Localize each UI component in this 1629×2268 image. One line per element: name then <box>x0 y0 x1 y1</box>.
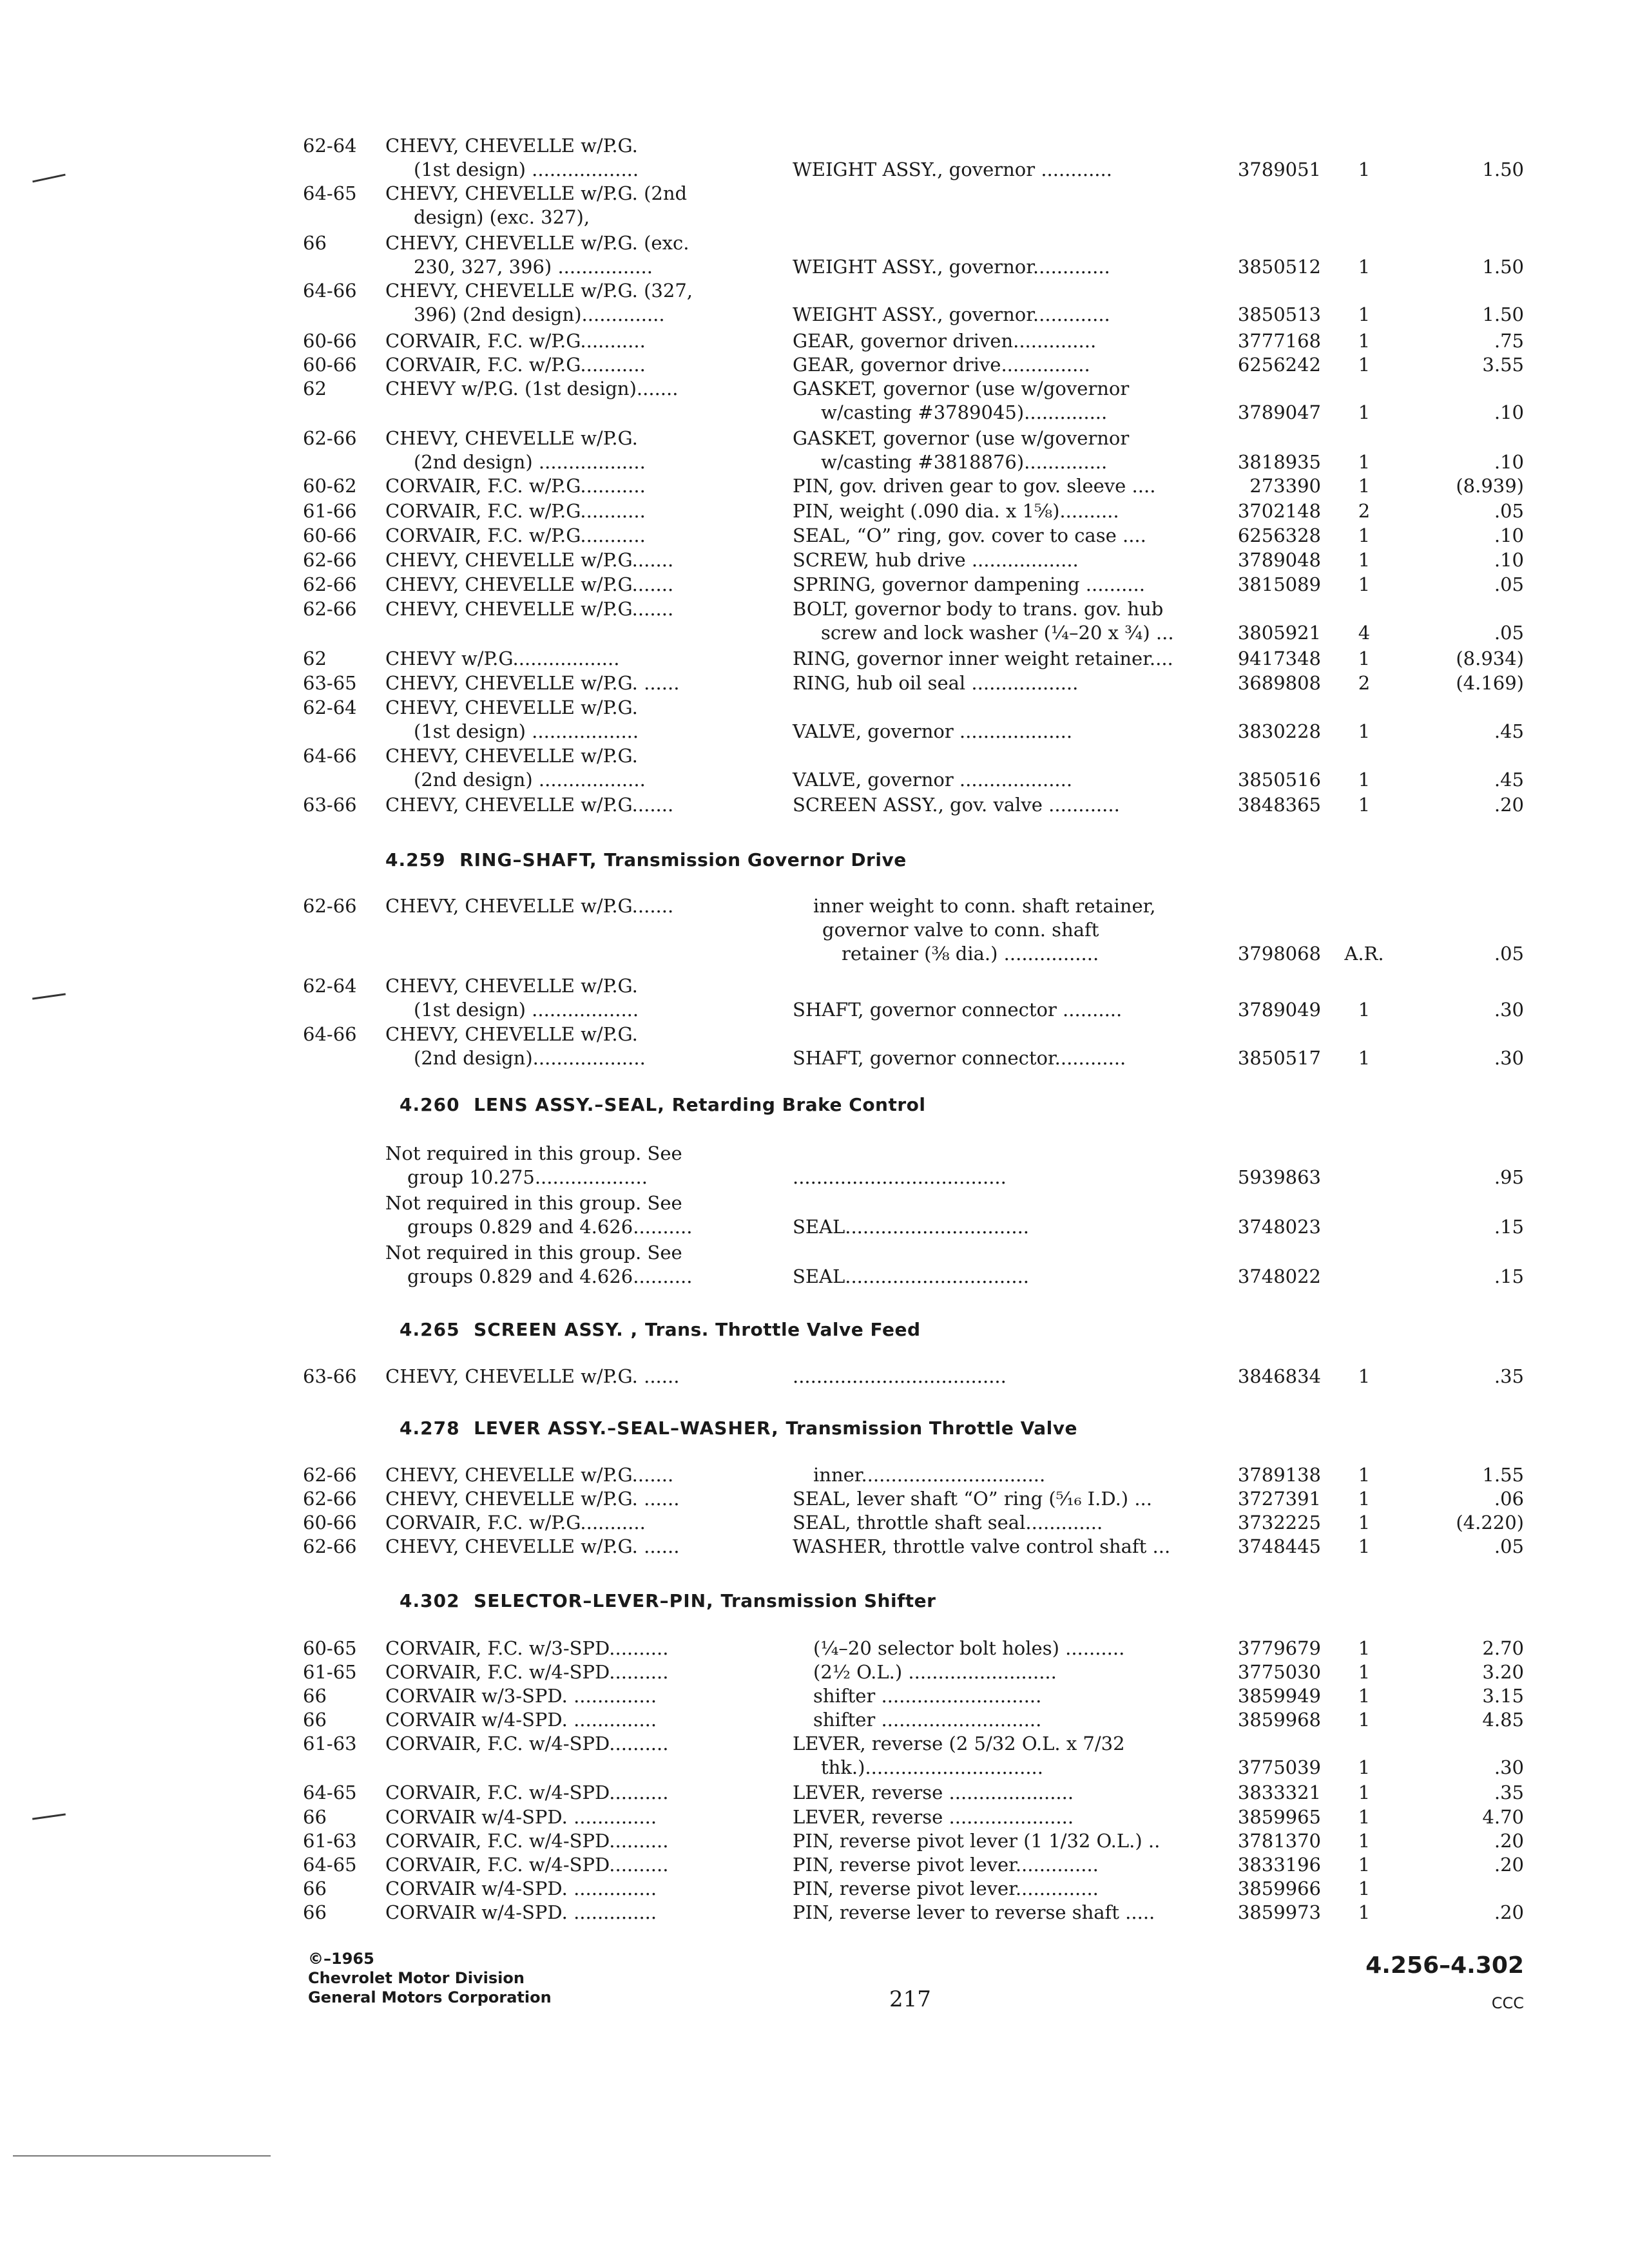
year-cell: 66 <box>303 1878 327 1899</box>
quantity-cell: 1 <box>1358 256 1371 278</box>
price-cell: .30 <box>1494 1756 1524 1778</box>
price-cell: .45 <box>1494 769 1524 791</box>
price-cell: (4.220) <box>1456 1512 1524 1533</box>
part-number-cell: 3781370 <box>1237 1830 1321 1852</box>
year-cell: 66 <box>303 232 327 254</box>
model-cell: CHEVY, CHEVELLE w/P.G. ...... <box>385 1365 680 1387</box>
section-header <box>400 1418 1077 1439</box>
model-cell: CHEVY, CHEVELLE w/P.G....... <box>385 573 674 595</box>
year-cell: 60-66 <box>303 330 357 352</box>
model-cell: CORVAIR, F.C. w/P.G........... <box>385 330 646 352</box>
section-subtitle: Transmission Throttle Valve <box>786 1418 1077 1439</box>
section-range: 4.256–4.302 <box>1365 1952 1524 1979</box>
description-cell: screw and lock washer (¼–20 x ¾) ... <box>821 622 1174 644</box>
price-cell: .15 <box>1494 1216 1524 1238</box>
quantity-cell: 1 <box>1358 549 1371 571</box>
model-cell: CHEVY, CHEVELLE w/P.G....... <box>385 895 674 917</box>
model-cell: CORVAIR, F.C. w/P.G........... <box>385 1512 646 1533</box>
description-cell: SCREEN ASSY., gov. valve ............ <box>793 794 1120 816</box>
quantity-cell: 1 <box>1358 1854 1371 1876</box>
section-title: LEVER ASSY.–SEAL–WASHER, <box>474 1418 779 1439</box>
part-number-cell: 3775039 <box>1237 1756 1321 1778</box>
description-cell: GASKET, governor (use w/governor <box>793 427 1130 449</box>
description-cell: SEAL, lever shaft “O” ring (⁵⁄₁₆ I.D.) ... <box>793 1488 1152 1510</box>
description-cell: LEVER, reverse ..................... <box>793 1806 1074 1828</box>
part-number-cell: 3859966 <box>1237 1878 1321 1899</box>
quantity-cell: 1 <box>1358 1464 1371 1486</box>
section-title: SELECTOR–LEVER–PIN, <box>474 1590 714 1611</box>
description-cell: GASKET, governor (use w/governor <box>793 378 1130 399</box>
description-cell: SEAL, “O” ring, gov. cover to case .... <box>793 524 1146 546</box>
model-cell: (2nd design) .................. <box>414 451 646 473</box>
model-cell: CORVAIR, F.C. w/P.G........... <box>385 354 646 376</box>
model-cell: CHEVY, CHEVELLE w/P.G. (exc. <box>385 232 689 254</box>
model-cell: (1st design) .................. <box>414 159 639 180</box>
scan-edge-line <box>13 2155 271 2157</box>
part-number-cell: 3789047 <box>1237 401 1321 423</box>
section-subtitle: Transmission Shifter <box>720 1590 936 1611</box>
price-cell: .95 <box>1494 1166 1524 1188</box>
part-number-cell: 3732225 <box>1237 1512 1321 1533</box>
part-number-cell: 3805921 <box>1237 622 1321 644</box>
part-number-cell: 3859949 <box>1237 1685 1321 1707</box>
model-cell: CHEVY, CHEVELLE w/P.G. <box>385 745 638 767</box>
description-cell: .................................... <box>793 1166 1007 1188</box>
price-cell: .05 <box>1494 1535 1524 1557</box>
part-number-cell: 3775030 <box>1237 1661 1321 1683</box>
price-cell: .20 <box>1494 1901 1524 1923</box>
part-number-cell: 3850516 <box>1237 769 1321 791</box>
description-cell: PIN, weight (.090 dia. x 1⅝).......... <box>793 500 1119 522</box>
description-cell: governor valve to conn. shaft <box>822 919 1099 941</box>
year-cell: 61-63 <box>303 1830 357 1852</box>
year-cell: 62-66 <box>303 598 357 620</box>
part-number-cell: 3702148 <box>1237 500 1321 522</box>
model-cell: CHEVY, CHEVELLE w/P.G. <box>385 975 638 997</box>
description-cell: SCREW, hub drive .................. <box>793 549 1079 571</box>
quantity-cell: 1 <box>1358 1365 1371 1387</box>
section-header <box>400 1319 920 1340</box>
price-cell: 1.50 <box>1482 159 1524 180</box>
price-cell: 3.15 <box>1482 1685 1524 1707</box>
description-cell: SEAL, throttle shaft seal............. <box>793 1512 1103 1533</box>
description-cell: shifter ........................... <box>813 1709 1042 1731</box>
copyright: ©–1965 <box>308 1950 374 1968</box>
quantity-cell: 1 <box>1358 1901 1371 1923</box>
year-cell: 66 <box>303 1806 327 1828</box>
description-cell: PIN, gov. driven gear to gov. sleeve .... <box>793 475 1156 497</box>
model-cell: CORVAIR w/4-SPD. .............. <box>385 1709 657 1731</box>
price-cell: .05 <box>1494 943 1524 965</box>
model-cell: CORVAIR w/4-SPD. .............. <box>385 1806 657 1828</box>
description-cell: PIN, reverse pivot lever.............. <box>793 1878 1099 1899</box>
description-cell: SEAL............................... <box>793 1216 1030 1238</box>
part-number-cell: 3727391 <box>1237 1488 1321 1510</box>
section-code: 4.278 <box>400 1418 460 1439</box>
model-cell: (1st design) .................. <box>414 999 639 1021</box>
part-number-cell: 3830228 <box>1237 720 1321 742</box>
price-cell: .75 <box>1494 330 1524 352</box>
price-cell: (4.169) <box>1456 672 1524 694</box>
model-cell: CORVAIR w/4-SPD. .............. <box>385 1878 657 1899</box>
model-cell: groups 0.829 and 4.626.......... <box>407 1265 693 1287</box>
model-cell: (1st design) .................. <box>414 720 639 742</box>
part-number-cell: 3859973 <box>1237 1901 1321 1923</box>
binder-hole-mark <box>32 993 66 999</box>
quantity-cell: 1 <box>1358 573 1371 595</box>
quantity-cell: 1 <box>1358 999 1371 1021</box>
model-cell: Not required in this group. See <box>385 1142 682 1164</box>
section-code: 4.265 <box>400 1319 460 1340</box>
part-number-cell: 3850513 <box>1237 303 1321 325</box>
quantity-cell: 1 <box>1358 1047 1371 1069</box>
model-cell: CHEVY, CHEVELLE w/P.G. <box>385 697 638 718</box>
section-subtitle: Retarding Brake Control <box>671 1094 926 1115</box>
description-cell: WEIGHT ASSY., governor............. <box>793 256 1110 278</box>
price-cell: .05 <box>1494 622 1524 644</box>
year-cell: 61-63 <box>303 1733 357 1754</box>
model-cell: CORVAIR, F.C. w/4-SPD.......... <box>385 1854 669 1876</box>
price-cell: .05 <box>1494 500 1524 522</box>
year-cell: 62-64 <box>303 697 357 718</box>
price-cell: .05 <box>1494 573 1524 595</box>
price-cell: 3.20 <box>1482 1661 1524 1683</box>
section-title: LENS ASSY.–SEAL, <box>474 1094 665 1115</box>
model-cell: CHEVY, CHEVELLE w/P.G....... <box>385 598 674 620</box>
quantity-cell: 1 <box>1358 1512 1371 1533</box>
quantity-cell: 1 <box>1358 401 1371 423</box>
section-header <box>385 849 907 870</box>
model-cell: CORVAIR, F.C. w/4-SPD.......... <box>385 1830 669 1852</box>
quantity-cell: 1 <box>1358 769 1371 791</box>
description-cell: SEAL............................... <box>793 1265 1030 1287</box>
description-cell: retainer (⅜ dia.) ................ <box>842 943 1099 965</box>
part-number-cell: 3859968 <box>1237 1709 1321 1731</box>
part-number-cell: 3789138 <box>1237 1464 1321 1486</box>
year-cell: 62 <box>303 378 327 399</box>
price-cell: .10 <box>1494 549 1524 571</box>
year-cell: 63-66 <box>303 1365 357 1387</box>
section-code: 4.259 <box>385 849 446 870</box>
year-cell: 66 <box>303 1685 327 1707</box>
year-cell: 60-62 <box>303 475 357 497</box>
description-cell: PIN, reverse lever to reverse shaft ..... <box>793 1901 1155 1923</box>
year-cell: 63-66 <box>303 794 357 816</box>
part-number-cell: 3789049 <box>1237 999 1321 1021</box>
model-cell: CORVAIR, F.C. w/P.G........... <box>385 475 646 497</box>
year-cell: 64-66 <box>303 1023 357 1045</box>
quantity-cell: 1 <box>1358 475 1371 497</box>
description-cell: LEVER, reverse ..................... <box>793 1782 1074 1803</box>
part-number-cell: 3815089 <box>1237 573 1321 595</box>
price-cell: .35 <box>1494 1782 1524 1803</box>
year-cell: 62-66 <box>303 1488 357 1510</box>
year-cell: 62-66 <box>303 1464 357 1486</box>
model-cell: CORVAIR, F.C. w/4-SPD.......... <box>385 1661 669 1683</box>
description-cell: WEIGHT ASSY., governor............. <box>793 303 1110 325</box>
price-cell: 4.70 <box>1482 1806 1524 1828</box>
model-cell: CORVAIR, F.C. w/4-SPD.......... <box>385 1782 669 1803</box>
model-cell: CORVAIR w/4-SPD. .............. <box>385 1901 657 1923</box>
quantity-cell: 2 <box>1358 500 1371 522</box>
model-cell: CHEVY w/P.G. (1st design)....... <box>385 378 679 399</box>
section-header <box>400 1094 926 1115</box>
quantity-cell: 1 <box>1358 1756 1371 1778</box>
year-cell: 62-66 <box>303 1535 357 1557</box>
model-cell: CORVAIR, F.C. w/3-SPD.......... <box>385 1637 669 1659</box>
quantity-cell: 1 <box>1358 354 1371 376</box>
description-cell: .................................... <box>793 1365 1007 1387</box>
part-number-cell: 6256242 <box>1237 354 1321 376</box>
quantity-cell: 1 <box>1358 648 1371 669</box>
year-cell: 60-66 <box>303 524 357 546</box>
model-cell: (2nd design)................... <box>414 1047 646 1069</box>
description-cell: inner weight to conn. shaft retainer, <box>813 895 1156 917</box>
quantity-cell: 1 <box>1358 1830 1371 1852</box>
year-cell: 61-66 <box>303 500 357 522</box>
section-subtitle: Transmission Governor Drive <box>604 849 907 870</box>
model-cell: 396) (2nd design).............. <box>414 303 665 325</box>
price-cell: .20 <box>1494 1854 1524 1876</box>
part-number-cell: 3777168 <box>1237 330 1321 352</box>
model-cell: Not required in this group. See <box>385 1242 682 1264</box>
year-cell: 64-65 <box>303 1782 357 1803</box>
description-cell: BOLT, governor body to trans. gov. hub <box>793 598 1164 620</box>
section-subtitle: Trans. Throttle Valve Feed <box>644 1319 921 1340</box>
section-code: 4.302 <box>400 1590 460 1611</box>
part-number-cell: 3859965 <box>1237 1806 1321 1828</box>
description-cell: RING, hub oil seal .................. <box>793 672 1079 694</box>
quantity-cell: 1 <box>1358 1488 1371 1510</box>
model-cell: CHEVY, CHEVELLE w/P.G. ...... <box>385 672 680 694</box>
model-cell: CHEVY, CHEVELLE w/P.G. (327, <box>385 280 693 302</box>
section-header <box>400 1590 936 1611</box>
part-number-cell: 3848365 <box>1237 794 1321 816</box>
part-number-cell: 3846834 <box>1237 1365 1321 1387</box>
price-cell: .45 <box>1494 720 1524 742</box>
model-cell: Not required in this group. See <box>385 1192 682 1214</box>
description-cell: VALVE, governor ................... <box>793 769 1073 791</box>
binder-hole-mark <box>32 1813 66 1820</box>
quantity-cell: 4 <box>1358 622 1371 644</box>
quantity-cell: 1 <box>1358 794 1371 816</box>
section-title: RING–SHAFT, <box>459 849 597 870</box>
description-cell: GEAR, governor driven.............. <box>793 330 1097 352</box>
part-number-cell: 3748023 <box>1237 1216 1321 1238</box>
model-cell: groups 0.829 and 4.626.......... <box>407 1216 693 1238</box>
description-cell: WASHER, throttle valve control shaft ... <box>793 1535 1171 1557</box>
quantity-cell: 1 <box>1358 1637 1371 1659</box>
price-cell: 3.55 <box>1482 354 1524 376</box>
description-cell: LEVER, reverse (2 5/32 O.L. x 7/32 <box>793 1733 1125 1754</box>
division-name: Chevrolet Motor Division <box>308 1969 525 1987</box>
year-cell: 62 <box>303 648 327 669</box>
description-cell: RING, governor inner weight retainer.... <box>793 648 1173 669</box>
year-cell: 60-66 <box>303 1512 357 1533</box>
price-cell: 4.85 <box>1482 1709 1524 1731</box>
catalog-code: CCC <box>1491 1994 1524 2012</box>
description-cell: SPRING, governor dampening .......... <box>793 573 1145 595</box>
year-cell: 62-66 <box>303 549 357 571</box>
price-cell: 1.50 <box>1482 256 1524 278</box>
description-cell: (2½ O.L.) ......................... <box>813 1661 1057 1683</box>
description-cell: GEAR, governor drive............... <box>793 354 1090 376</box>
quantity-cell: 1 <box>1358 1709 1371 1731</box>
year-cell: 64-66 <box>303 745 357 767</box>
quantity-cell: 1 <box>1358 1535 1371 1557</box>
year-cell: 63-65 <box>303 672 357 694</box>
model-cell: CHEVY, CHEVELLE w/P.G....... <box>385 549 674 571</box>
year-cell: 66 <box>303 1901 327 1923</box>
binder-hole-mark <box>32 174 65 183</box>
year-cell: 64-65 <box>303 182 357 204</box>
model-cell: CHEVY, CHEVELLE w/P.G....... <box>385 1464 674 1486</box>
description-cell: inner............................... <box>813 1464 1046 1486</box>
quantity-cell: 1 <box>1358 451 1371 473</box>
price-cell: .10 <box>1494 401 1524 423</box>
model-cell: CHEVY, CHEVELLE w/P.G. <box>385 135 638 157</box>
price-cell: .20 <box>1494 1830 1524 1852</box>
description-cell: w/casting #3818876).............. <box>821 451 1108 473</box>
year-cell: 64-65 <box>303 1854 357 1876</box>
description-cell: w/casting #3789045).............. <box>821 401 1108 423</box>
price-cell: (8.934) <box>1456 648 1524 669</box>
year-cell: 60-65 <box>303 1637 357 1659</box>
model-cell: group 10.275................... <box>407 1166 648 1188</box>
year-cell: 66 <box>303 1709 327 1731</box>
quantity-cell: 1 <box>1358 303 1371 325</box>
description-cell: SHAFT, governor connector............ <box>793 1047 1126 1069</box>
year-cell: 62-66 <box>303 895 357 917</box>
model-cell: CHEVY, CHEVELLE w/P.G. ...... <box>385 1535 680 1557</box>
part-number-cell: 3789048 <box>1237 549 1321 571</box>
year-cell: 62-64 <box>303 975 357 997</box>
price-cell: .15 <box>1494 1265 1524 1287</box>
section-code: 4.260 <box>400 1094 460 1115</box>
part-number-cell: 3818935 <box>1237 451 1321 473</box>
price-cell: .10 <box>1494 524 1524 546</box>
quantity-cell: 2 <box>1358 672 1371 694</box>
description-cell: thk.).............................. <box>821 1756 1043 1778</box>
part-number-cell: 3779679 <box>1237 1637 1321 1659</box>
price-cell: 1.55 <box>1482 1464 1524 1486</box>
description-cell: PIN, reverse pivot lever (1 1/32 O.L.) .. <box>793 1830 1161 1852</box>
quantity-cell: 1 <box>1358 159 1371 180</box>
model-cell: CORVAIR, F.C. w/P.G........... <box>385 524 646 546</box>
model-cell: CHEVY w/P.G.................. <box>385 648 620 669</box>
quantity-cell: 1 <box>1358 524 1371 546</box>
quantity-cell: 1 <box>1358 720 1371 742</box>
price-cell: .10 <box>1494 451 1524 473</box>
price-cell: .35 <box>1494 1365 1524 1387</box>
year-cell: 60-66 <box>303 354 357 376</box>
description-cell: SHAFT, governor connector .......... <box>793 999 1123 1021</box>
part-number-cell: 3748022 <box>1237 1265 1321 1287</box>
part-number-cell: 3689808 <box>1237 672 1321 694</box>
model-cell: 230, 327, 396) ................ <box>414 256 653 278</box>
model-cell: CORVAIR, F.C. w/4-SPD.......... <box>385 1733 669 1754</box>
model-cell: CHEVY, CHEVELLE w/P.G. <box>385 427 638 449</box>
price-cell: .30 <box>1494 999 1524 1021</box>
part-number-cell: 3748445 <box>1237 1535 1321 1557</box>
year-cell: 61-65 <box>303 1661 357 1683</box>
part-number-cell: 3833196 <box>1237 1854 1321 1876</box>
page-number: 217 <box>889 1986 931 2012</box>
price-cell: .30 <box>1494 1047 1524 1069</box>
quantity-cell: 1 <box>1358 1782 1371 1803</box>
price-cell: .06 <box>1494 1488 1524 1510</box>
year-cell: 62-66 <box>303 427 357 449</box>
year-cell: 64-66 <box>303 280 357 302</box>
model-cell: CHEVY, CHEVELLE w/P.G. <box>385 1023 638 1045</box>
price-cell: .20 <box>1494 794 1524 816</box>
model-cell: CORVAIR w/3-SPD. .............. <box>385 1685 657 1707</box>
quantity-cell: A.R. <box>1344 943 1384 965</box>
part-number-cell: 273390 <box>1249 475 1321 497</box>
model-cell: CORVAIR, F.C. w/P.G........... <box>385 500 646 522</box>
part-number-cell: 9417348 <box>1237 648 1321 669</box>
corporation-name: General Motors Corporation <box>308 1988 552 2006</box>
model-cell: (2nd design) .................. <box>414 769 646 791</box>
description-cell: WEIGHT ASSY., governor ............ <box>793 159 1112 180</box>
price-cell: (8.939) <box>1456 475 1524 497</box>
section-title: SCREEN ASSY. , <box>474 1319 639 1340</box>
part-number-cell: 3850517 <box>1237 1047 1321 1069</box>
year-cell: 62-66 <box>303 573 357 595</box>
year-cell: 62-64 <box>303 135 357 157</box>
model-cell: CHEVY, CHEVELLE w/P.G. ...... <box>385 1488 680 1510</box>
part-number-cell: 3833321 <box>1237 1782 1321 1803</box>
description-cell: shifter ........................... <box>813 1685 1042 1707</box>
model-cell: CHEVY, CHEVELLE w/P.G....... <box>385 794 674 816</box>
part-number-cell: 6256328 <box>1237 524 1321 546</box>
model-cell: CHEVY, CHEVELLE w/P.G. (2nd <box>385 182 688 204</box>
quantity-cell: 1 <box>1358 1661 1371 1683</box>
quantity-cell: 1 <box>1358 1685 1371 1707</box>
part-number-cell: 3789051 <box>1237 159 1321 180</box>
quantity-cell: 1 <box>1358 1878 1371 1899</box>
model-cell: design) (exc. 327), <box>414 206 590 228</box>
part-number-cell: 3798068 <box>1237 943 1321 965</box>
price-cell: 1.50 <box>1482 303 1524 325</box>
description-cell: VALVE, governor ................... <box>793 720 1073 742</box>
description-cell: (¼–20 selector bolt holes) .......... <box>813 1637 1125 1659</box>
part-number-cell: 5939863 <box>1237 1166 1321 1188</box>
price-cell: 2.70 <box>1482 1637 1524 1659</box>
quantity-cell: 1 <box>1358 1806 1371 1828</box>
description-cell: PIN, reverse pivot lever.............. <box>793 1854 1099 1876</box>
quantity-cell: 1 <box>1358 330 1371 352</box>
part-number-cell: 3850512 <box>1237 256 1321 278</box>
